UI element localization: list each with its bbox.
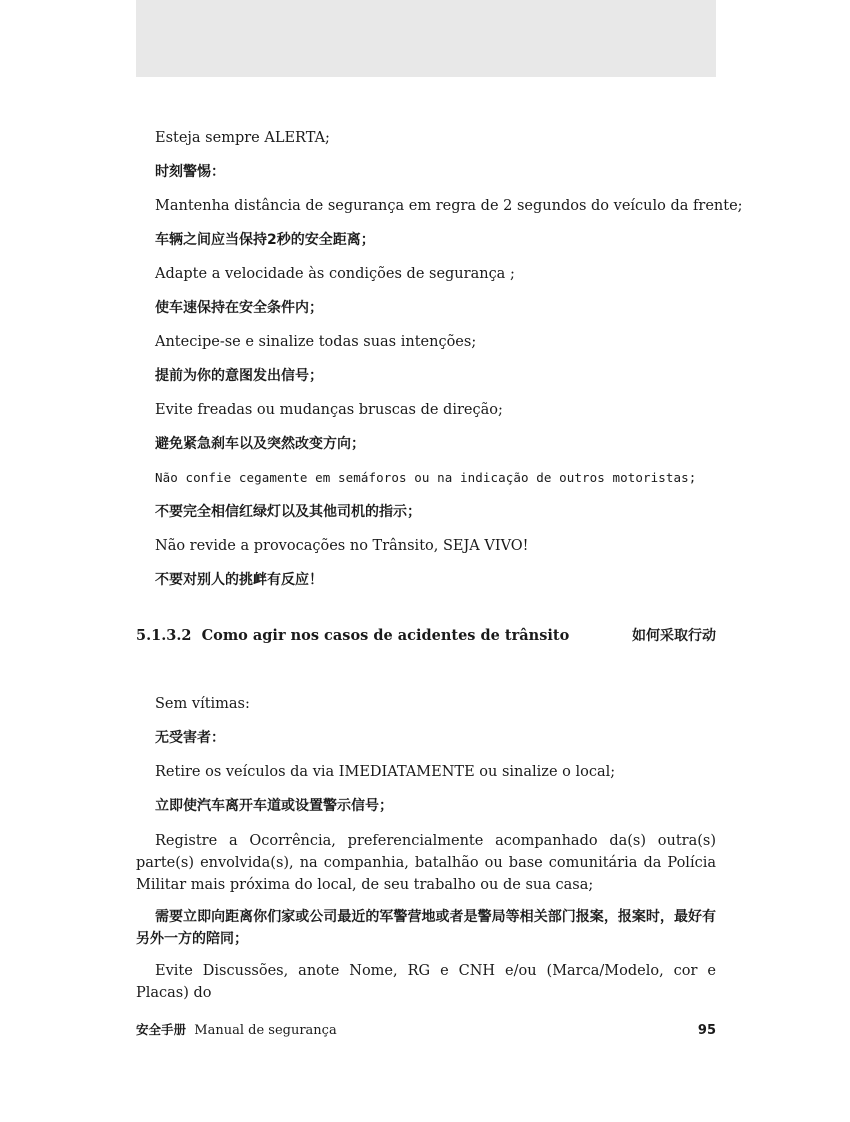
page-number: 95 xyxy=(697,1023,716,1038)
paragraph-cn: 需要立即向距离你们家或公司最近的军警营地或者是警局等相关部门报案，报案时，最好有另外一方的陪同； xyxy=(136,909,716,947)
instruction-paragraphs xyxy=(136,830,716,1004)
rule-line: Não confie cegamente em semáforos ou na indicação de outros motoristas; xyxy=(155,470,697,485)
victims-line: Sem vítimas: xyxy=(155,696,250,712)
no-victims-list xyxy=(136,694,716,816)
victims-line-cn: 立即使汽车离开车道或设置警示信号； xyxy=(155,798,393,814)
victims-line: Retire os veículos da via IMEDIATAMENTE ou sinalize o local; xyxy=(155,764,616,780)
footer-title-cn: 安全手册 xyxy=(136,1022,187,1037)
page-content xyxy=(136,128,743,1014)
section-title-cn: 如何采取行动 xyxy=(632,628,716,644)
footer-title xyxy=(136,1020,337,1038)
rule-line-cn: 不要完全相信红绿灯以及其他司机的指示； xyxy=(155,504,421,520)
section-title: Como agir nos casos de acidentes de trânsito xyxy=(201,627,570,644)
rule-line: Antecipe-se e sinalize todas suas intenções; xyxy=(155,334,477,350)
page-footer xyxy=(136,1020,716,1038)
paragraph: Registre a Ocorrência, preferencialmente acompanhado da(s) outra(s) parte(s) envolvida(s), na companhia, batalhão ou base comunitária da Polícia Militar mais próxima do local, de seu trabalho ou de sua casa; xyxy=(136,833,716,893)
section-number: 5.1.3.2 xyxy=(136,627,192,644)
safety-rules-list xyxy=(136,128,743,590)
rule-line-cn: 使车速保持在安全条件内； xyxy=(155,300,323,316)
rule-line: Não revide a provocações no Trânsito, SEJA VIVO! xyxy=(155,538,529,554)
section-heading-pt xyxy=(136,626,569,646)
rule-line-cn: 时刻警惕： xyxy=(155,164,225,180)
header-band xyxy=(136,0,716,77)
rule-line: Adapte a velocidade às condições de segurança ; xyxy=(155,266,515,282)
rule-line-cn: 提前为你的意图发出信号； xyxy=(155,368,323,384)
rule-line: Esteja sempre ALERTA; xyxy=(155,130,330,146)
rule-line: Mantenha distância de segurança em regra de 2 segundos do veículo da frente; xyxy=(155,198,743,214)
rule-line-cn: 避免紧急刹车以及突然改变方向； xyxy=(155,436,365,452)
section-heading xyxy=(136,626,716,646)
footer-title-pt: Manual de segurança xyxy=(194,1023,337,1038)
rule-line-cn: 车辆之间应当保持2秒的安全距离； xyxy=(155,232,375,248)
rule-line: Evite freadas ou mudanças bruscas de direção; xyxy=(155,402,503,418)
rule-line-cn: 不要对别人的挑衅有反应！ xyxy=(155,572,323,588)
victims-line-cn: 无受害者： xyxy=(155,730,225,746)
paragraph: Evite Discussões, anote Nome, RG e CNH e/ou (Marca/Modelo, cor e Placas) do xyxy=(136,963,716,1001)
